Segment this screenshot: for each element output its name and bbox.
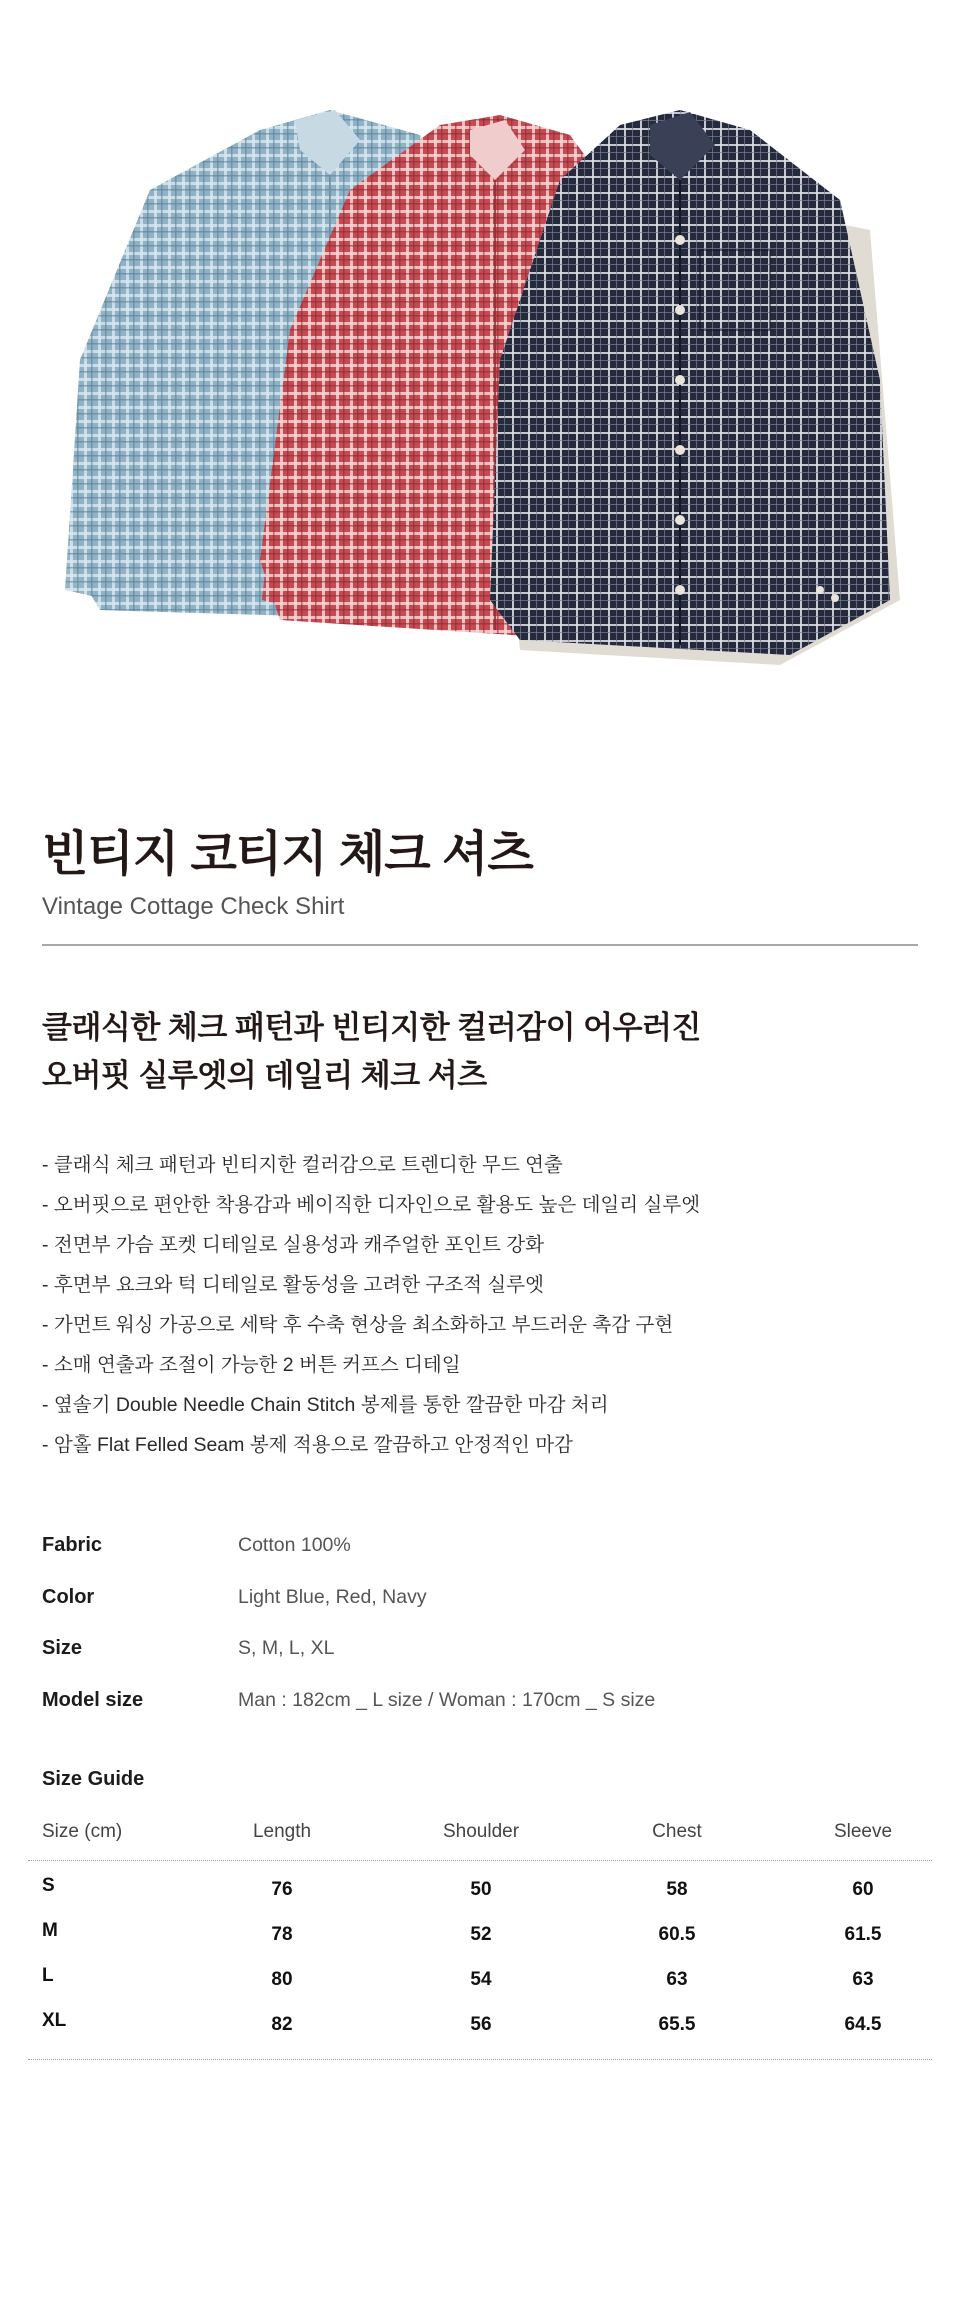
spec-table — [42, 1520, 655, 1726]
cell-shoulder: 56 — [470, 2014, 492, 2035]
feature-item: - 가먼트 워싱 가공으로 세탁 후 수축 현상을 최소화하고 부드러운 촉감 구현 — [42, 1314, 674, 1336]
cell-sleeve: 64.5 — [844, 2014, 882, 2035]
title-divider — [42, 944, 918, 946]
spec-value: S, M, L, XL — [238, 1637, 335, 1660]
size-guide-header — [0, 1812, 960, 1852]
feature-item: - 클래식 체크 패턴과 빈티지한 컬러감으로 트렌디한 무드 연출 — [42, 1154, 563, 1176]
header-shoulder: Shoulder — [442, 1821, 520, 1842]
headline-line-1: 클래식한 체크 패턴과 빈티지한 컬러감이 어우러진 — [42, 1010, 701, 1045]
size-guide-bottom-divider — [28, 2059, 932, 2060]
product-hero-image — [0, 0, 960, 730]
spec-row-size — [42, 1623, 655, 1675]
header-chest: Chest — [652, 1821, 702, 1842]
spec-label: Model size — [42, 1688, 144, 1711]
cell-shoulder: 52 — [470, 1924, 492, 1945]
cell-sleeve: 63 — [852, 1969, 874, 1990]
size-guide-title: Size Guide — [42, 1768, 145, 1790]
spec-row-model-size — [42, 1675, 655, 1727]
cell-length: 82 — [271, 2014, 293, 2035]
shirts-illustration — [0, 0, 960, 730]
product-headline — [42, 1004, 701, 1100]
spec-value: Man : 182cm _ L size / Woman : 170cm _ S size — [238, 1688, 656, 1711]
cell-chest: 63 — [666, 1969, 688, 1990]
cell-size: S — [42, 1875, 55, 1896]
cell-shoulder: 50 — [470, 1879, 492, 1900]
cell-size: XL — [42, 2010, 67, 2031]
spec-label: Color — [42, 1585, 95, 1608]
header-length: Length — [252, 1821, 312, 1842]
spec-label: Fabric — [42, 1534, 103, 1557]
cell-size: L — [42, 1965, 54, 1986]
feature-item: - 오버핏으로 편안한 착용감과 베이직한 디자인으로 활용도 높은 데일리 실루엣 — [42, 1194, 701, 1216]
table-row — [0, 1867, 960, 1912]
cell-sleeve: 61.5 — [844, 1924, 882, 1945]
spec-value: Cotton 100% — [238, 1534, 351, 1557]
feature-list — [42, 1145, 700, 1465]
spec-value: Light Blue, Red, Navy — [238, 1585, 427, 1608]
feature-item: - 암홀 Flat Felled Seam 봉제 적용으로 깔끔하고 안정적인 마감 — [42, 1434, 573, 1456]
cell-size: M — [42, 1920, 58, 1941]
feature-item: - 후면부 요크와 턱 디테일로 활동성을 고려한 구조적 실루엣 — [42, 1274, 544, 1296]
cell-sleeve: 60 — [852, 1879, 874, 1900]
spec-label: Size — [42, 1637, 83, 1660]
spec-row-color — [42, 1572, 655, 1624]
feature-item: - 옆솔기 Double Needle Chain Stitch 봉제를 통한 깔끔한 마감 처리 — [42, 1394, 609, 1416]
spec-row-fabric — [42, 1520, 655, 1572]
cell-length: 80 — [271, 1969, 293, 1990]
table-row — [0, 1957, 960, 2002]
headline-line-2: 오버핏 실루엣의 데일리 체크 셔츠 — [42, 1058, 487, 1093]
header-sleeve: Sleeve — [833, 1821, 893, 1842]
cell-chest: 60.5 — [658, 1924, 696, 1945]
size-guide-top-divider — [28, 1860, 932, 1861]
cell-length: 78 — [271, 1924, 293, 1945]
table-row — [0, 1912, 960, 1957]
cell-chest: 65.5 — [658, 2014, 696, 2035]
cell-chest: 58 — [666, 1879, 688, 1900]
feature-item: - 전면부 가슴 포켓 디테일로 실용성과 캐주얼한 포인트 강화 — [42, 1234, 544, 1256]
cell-length: 76 — [271, 1879, 293, 1900]
product-title: 빈티지 코티지 체크 셔츠 — [42, 828, 533, 881]
product-subtitle: Vintage Cottage Check Shirt — [42, 893, 345, 920]
feature-item: - 소매 연출과 조절이 가능한 2 버튼 커프스 디테일 — [42, 1354, 461, 1376]
table-row — [0, 2002, 960, 2047]
header-size: Size (cm) — [42, 1821, 123, 1842]
cell-shoulder: 54 — [470, 1969, 492, 1990]
